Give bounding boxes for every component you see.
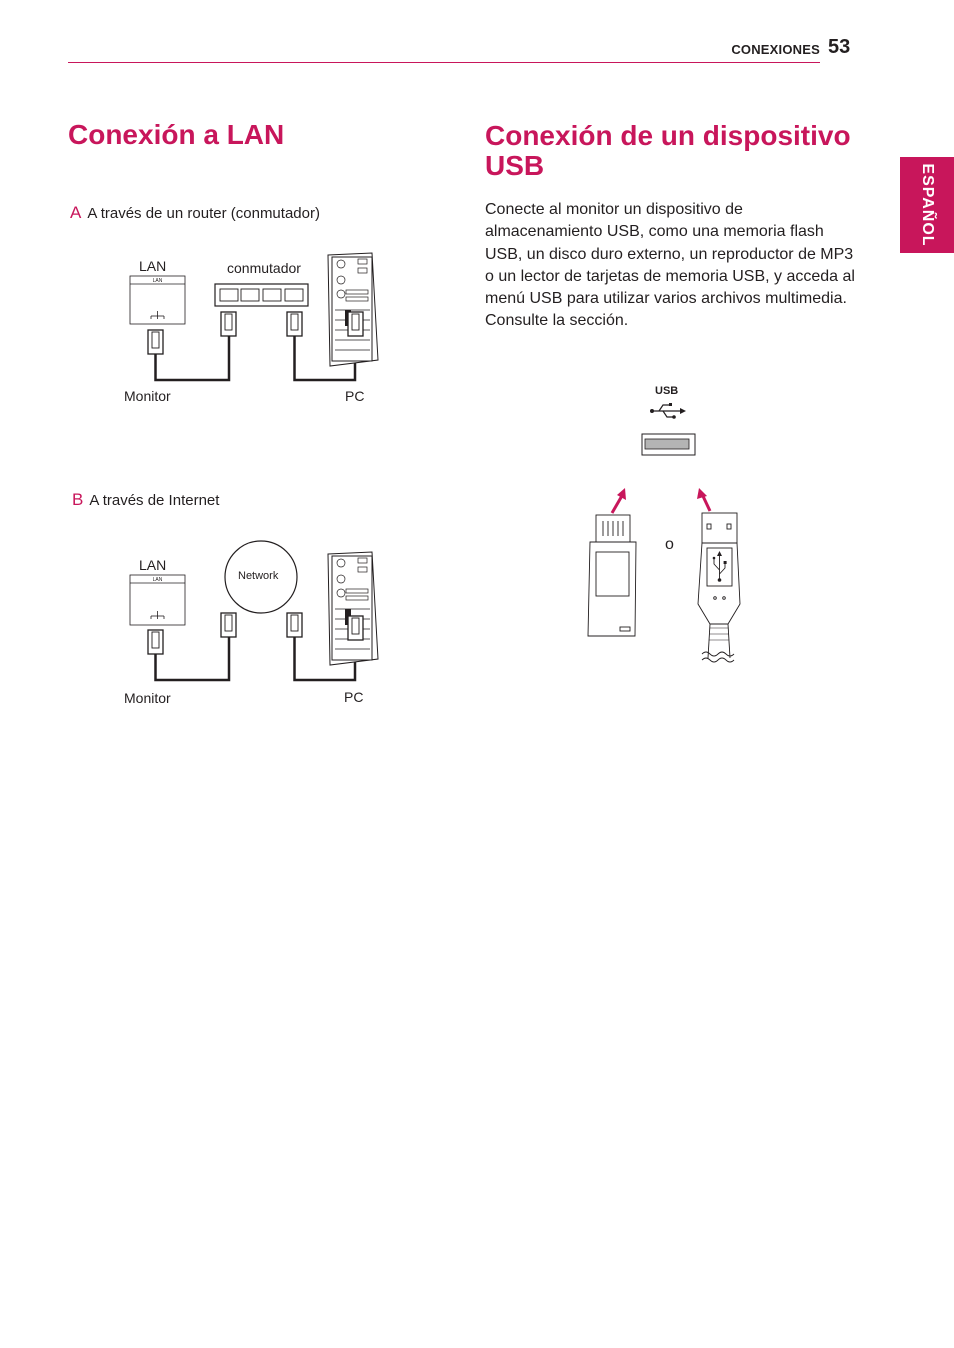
insert-arrow-icon — [697, 488, 710, 511]
usb-section-title: Conexión de un dispositivo USB — [485, 120, 851, 181]
usb-description: Conecte al monitor un dispositivo de almacenamiento USB, como una memoria flash USB, un disco duro externo, un reproductor de MP3 o un lector de tarjetas de memoria USB, y acceda al menú USB para utilizar varios archivos multimedia. Consulte la sección. — [485, 201, 855, 330]
monitor-label: Monitor — [124, 388, 171, 404]
page-header — [0, 0, 954, 70]
section-label: CONEXIONES — [731, 42, 820, 57]
switch-label: conmutador — [227, 260, 301, 276]
option-b-caption — [72, 490, 219, 510]
insert-arrow-icon — [612, 488, 626, 513]
monitor-lan-port-label: LAN — [139, 258, 167, 274]
monitor-label: Monitor — [124, 690, 171, 706]
or-label: o — [665, 536, 674, 553]
option-a-letter: A — [70, 203, 82, 222]
monitor-lan-port-label: LAN — [139, 557, 167, 573]
pc-label: PC — [344, 689, 364, 705]
svg-text:LAN: LAN — [152, 577, 163, 583]
option-b-label: A través de Internet — [89, 492, 220, 509]
usb-devices-illustration — [580, 396, 760, 671]
page-number: 53 — [828, 36, 851, 58]
internet-connection-illustration — [120, 540, 390, 712]
option-a-label: A través de un router (conmutador) — [87, 205, 320, 222]
svg-text:LAN: LAN — [152, 278, 163, 284]
lan-section-title: Conexión a LAN — [68, 119, 285, 150]
language-tab-label: ESPAÑOL — [919, 163, 936, 247]
pc-label: PC — [345, 388, 365, 404]
usb-port-label: USB — [655, 385, 679, 397]
option-a-caption — [70, 203, 320, 223]
header-divider — [68, 62, 820, 63]
usb-symbol-icon — [650, 403, 686, 419]
lan-internet-diagram — [120, 540, 390, 712]
option-b-letter: B — [72, 490, 84, 509]
network-label: Network — [238, 570, 279, 582]
language-tab — [900, 157, 954, 253]
router-connection-illustration — [120, 250, 390, 410]
lan-router-diagram — [120, 250, 390, 410]
